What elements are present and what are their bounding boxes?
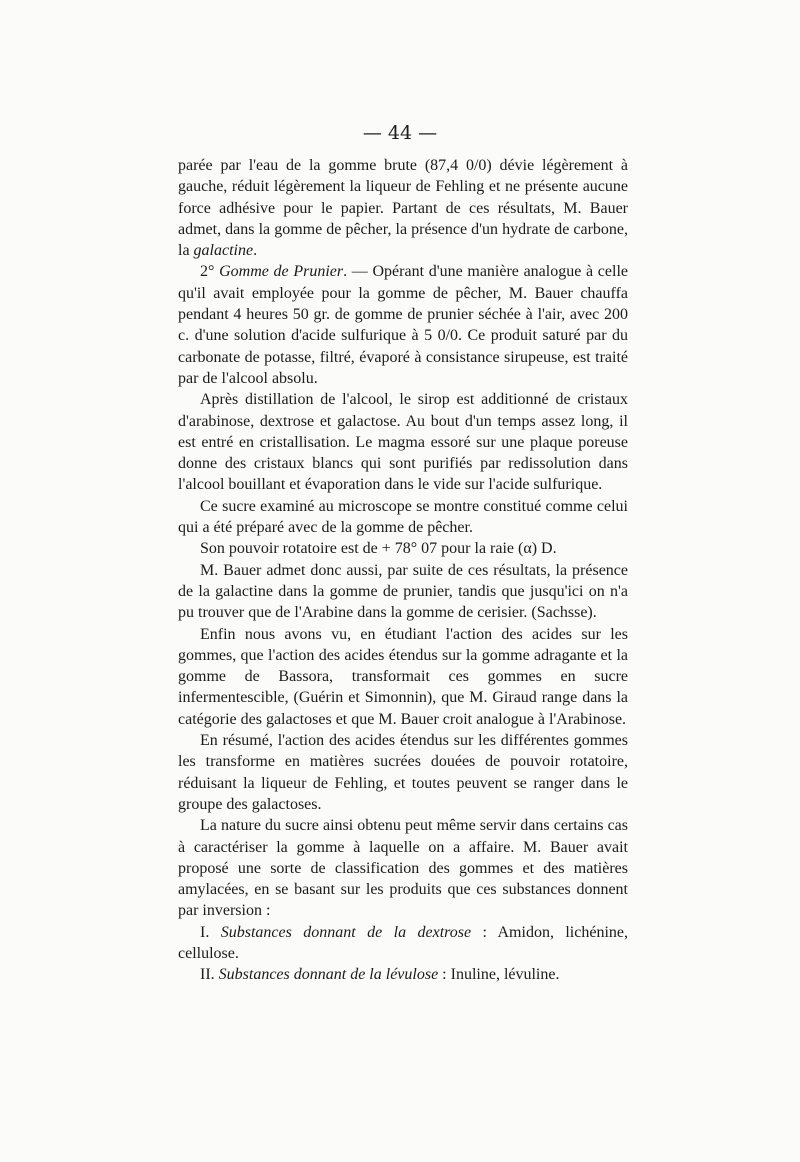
paragraph-6: M. Bauer admet donc aussi, par suite de ces résultats, la présence de la galactine dans la gomme de prunier, tandis que jusqu'ici on n'a pu trouver que de l'Arabine dans la gomme de cerisier. (Sachsse). <box>178 561 628 622</box>
paragraph-3: Après distillation de l'alcool, le sirop est additionné de cristaux d'arabinose, dextrose et galactose. Au bout d'un temps assez long, il est entré en cristallisation. Le magma essoré sur une plaque poreuse donne des cristaux blancs qui sont purifiés par redissolution dans l'alcool bouillant et évaporation dans le vide sur l'acide sulfurique. <box>178 391 628 494</box>
term-galactine: galactine <box>193 242 254 260</box>
list-label-levulose: Substances donnant de la lévulose <box>218 966 439 984</box>
paragraph-5: Son pouvoir rotatoire est de + 78° 07 pour la raie (α) D. <box>200 540 557 558</box>
paragraph-9: La nature du sucre ainsi obtenu peut même servir dans certains cas à caractériser la gomme à laquelle on a affaire. M. Bauer avait proposé une sorte de classification des gommes et des matières amylacées, en se basant sur les produits que ces substances donnent par inversion : <box>178 817 628 920</box>
paragraph-4: Ce sucre examiné au microscope se montre constitué comme celui qui a été préparé avec de la gomme de pêcher. <box>178 497 628 537</box>
list-item-levulose: II. Substances donnant de la lévulose : Inuline, lévuline. <box>200 966 560 984</box>
page-number: — 44 — <box>362 122 438 144</box>
body-text <box>178 155 628 986</box>
paragraph-2: 2° Gomme de Prunier. — Opérant d'une manière analogue à celle qu'il avait employée pour la gomme de pêcher, M. Bauer chauffa pendant 4 heures 50 gr. de gomme de prunier séchée à l'air, avec 200 c. d'une solution d'acide sulfurique à 5 0/0. Ce produit saturé par du carbonate de potasse, filtré, évaporé à consistance sirupeuse, est traité par de l'alcool absolu. <box>178 263 628 387</box>
list-label-dextrose: Substances donnant de la dextrose <box>220 923 472 941</box>
heading-gomme-de-prunier: Gomme de Prunier <box>219 263 344 281</box>
paragraph-7: Enfin nous avons vu, en étudiant l'action des acides sur les gommes, que l'action des acides étendus sur la gomme adragante et la gomme de Bassora, transformait ces gommes en sucre infermentescible, (Guérin et Simonnin), que M. Giraud range dans la catégorie des galactoses et que M. Bauer croit analogue à l'Arabinose. <box>178 625 628 728</box>
paragraph-8: En résumé, l'action des acides étendus sur les différentes gommes les transforme en matières sucrées douées de pouvoir rotatoire, réduisant la liqueur de Fehling, et toutes peuvent se ranger dans le groupe des galactoses. <box>178 732 628 813</box>
list-item-dextrose: I. Substances donnant de la dextrose : Amidon, lichénine, cellulose. <box>178 923 628 962</box>
paragraph-1: parée par l'eau de la gomme brute (87,4 0/0) dévie légèrement à gauche, réduit légèrement la liqueur de Fehling et ne présente aucune force adhésive pour le papier. Partant de ces résultats, M. Bauer admet, dans la gomme de pêcher, la présence d'un hydrate de carbone, la galactine. <box>178 157 628 260</box>
